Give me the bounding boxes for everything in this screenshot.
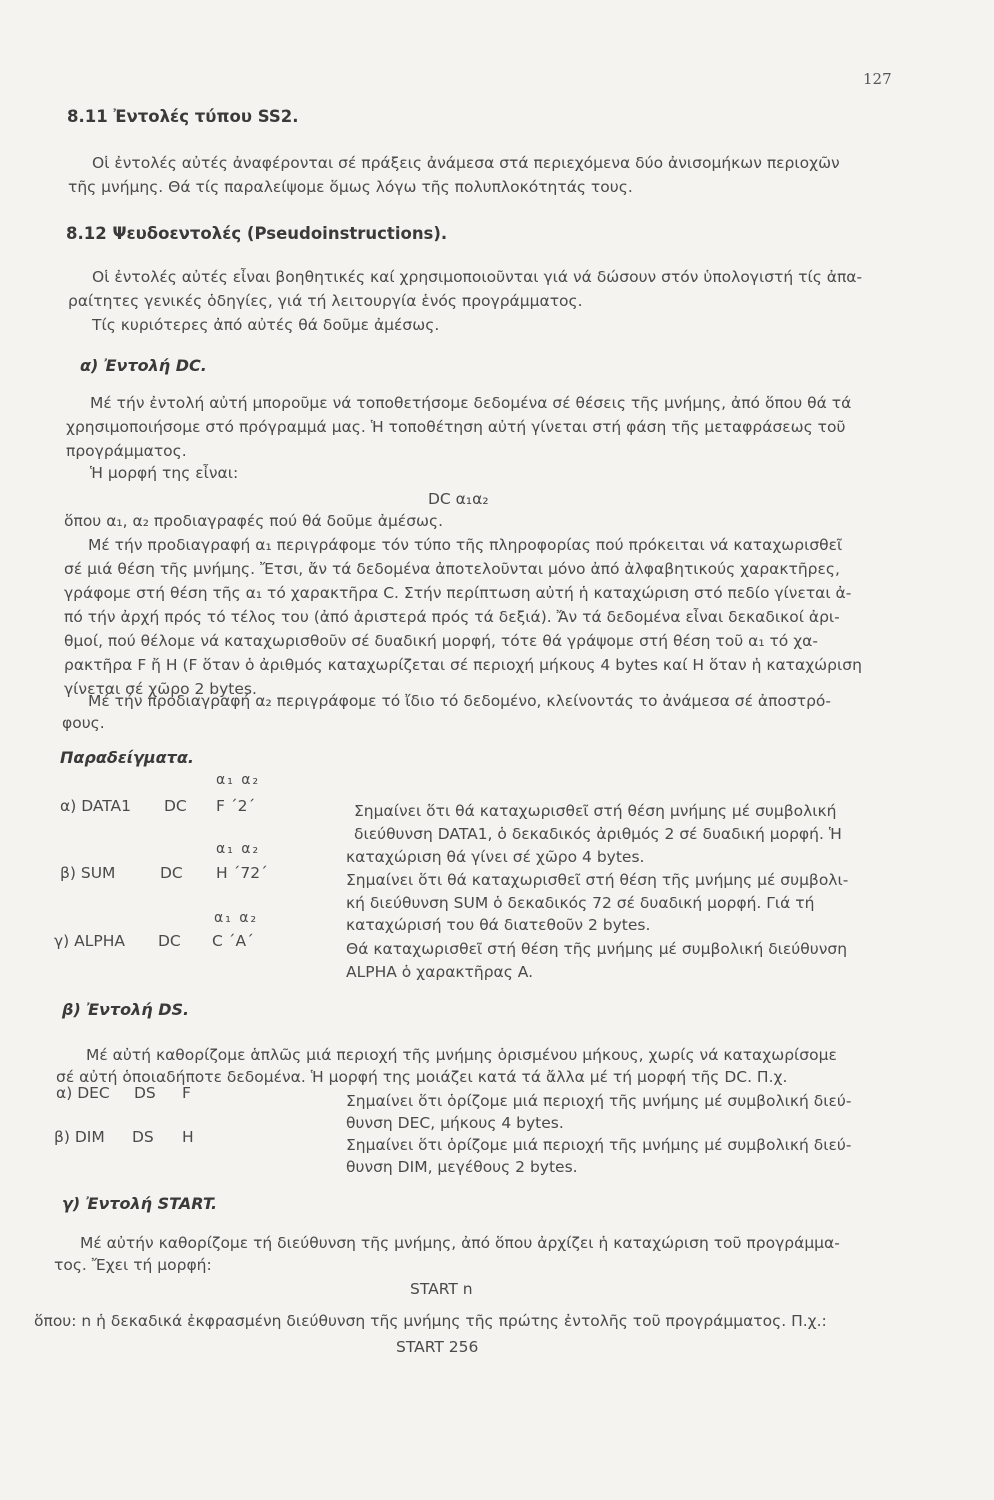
- text-line: γράφομε στή θέση τῆς α₁ τό χαρακτῆρα C. Στήν περίπτωση αὐτή ἡ καταχώριση στό πεδίο γίνεται ἀ-: [64, 584, 852, 602]
- text-line: προγράμματος.: [66, 442, 187, 460]
- text-line: ὅπου: n ἡ δεκαδικά ἐκφρασμένη διεύθυνση τῆς μνήμης τῆς πρώτης ἐντολῆς τοῦ προγράμματος. Π.χ.:: [34, 1312, 827, 1330]
- start-format: START n: [410, 1280, 473, 1298]
- text-line: Μέ τήν προδιαγραφή α₂ περιγράφομε τό ἴδιο τό δεδομένο, κλείνοντάς το ἀνάμεσα σέ ἀποστρό-: [88, 692, 831, 710]
- example-desc-line: θυνση DEC, μήκους 4 bytes.: [346, 1114, 564, 1132]
- ds-heading: β) Ἐντολή DS.: [62, 1000, 190, 1019]
- text-line: ὅπου α₁, α₂ προδιαγραφές πού θά δοῦμε ἀμέσως.: [64, 512, 444, 530]
- example-desc-line: Σημαίνει ὅτι ὁρίζομε μιά περιοχή τῆς μνήμης μέ συμβολική διεύ-: [346, 1092, 852, 1110]
- example-label: α) DEC: [56, 1084, 110, 1102]
- text-line: γίνεται σέ χῶρο 2 bytes.: [64, 680, 257, 698]
- example-label: γ) ALPHA: [54, 932, 125, 950]
- text-line: Οἱ ἐντολές αὐτές εἶναι βοηθητικές καί χρησιμοποιοῦνται γιά νά δώσουν στόν ὑπολογιστή τίς ἀπα-: [92, 268, 863, 286]
- example-op: DS: [134, 1084, 156, 1102]
- text-line: Μέ αὐτή καθορίζομε ἁπλῶς μιά περιοχή τῆς μνήμης ὁρισμένου μήκους, χωρίς νά καταχωρίσομε: [86, 1046, 837, 1064]
- section-8-11-heading: 8.11 Ἐντολές τύπου SS2.: [67, 107, 299, 126]
- text-line: πό τήν ἀρχή πρός τό τέλος του (ἀπό ἀριστερά πρός τά δεξιά). Ἄν τά δεδομένα εἶναι δεκαδικοί ἀρι-: [64, 608, 840, 626]
- example-arg: H: [182, 1128, 194, 1146]
- spec-label: α₁ α₂: [216, 772, 261, 788]
- text-line: Μέ τήν ἐντολή αὐτή μποροῦμε νά τοποθετήσομε δεδομένα σέ θέσεις τῆς μνήμης, ἀπό ὅπου θά τά: [90, 394, 852, 412]
- example-desc-line: κή διεύθυνση SUM ὁ δεκαδικός 72 σέ δυαδική μορφή. Γιά τή: [346, 894, 815, 912]
- example-arg: F ΄2΄: [216, 797, 256, 815]
- text-line: φους.: [62, 714, 105, 732]
- page-number: 127: [863, 70, 892, 88]
- example-desc-line: θυνση DIM, μεγέθους 2 bytes.: [346, 1158, 578, 1176]
- example-desc-line: Σημαίνει ὅτι θά καταχωρισθεῖ στή θέση τῆς μνήμης μέ συμβολι-: [346, 871, 849, 889]
- example-op: DC: [158, 932, 181, 950]
- example-arg: H ΄72΄: [216, 864, 268, 882]
- start-heading: γ) Ἐντολή START.: [62, 1194, 218, 1213]
- example-arg: C ΄A΄: [212, 932, 254, 950]
- text-line: θμοί, πού θέλομε νά καταχωρισθοῦν σέ δυαδική μορφή, τότε θά γράψομε στή θέση τοῦ α₁ τό χα-: [64, 632, 818, 650]
- example-desc-line: Σημαίνει ὅτι θά καταχωρισθεῖ στή θέση μνήμης μέ συμβολική: [354, 802, 837, 820]
- text-line: Οἱ ἐντολές αὐτές ἀναφέρονται σέ πράξεις ἀνάμεσα στά περιεχόμενα δύο ἀνισομήκων περιοχῶν: [92, 154, 840, 172]
- example-op: DC: [160, 864, 183, 882]
- example-op: DS: [132, 1128, 154, 1146]
- example-op: DC: [164, 797, 187, 815]
- start-example: START 256: [396, 1338, 479, 1356]
- spec-label: α₁ α₂: [216, 841, 261, 857]
- text-line: σέ μιά θέση τῆς μνήμης. Ἔτσι, ἄν τά δεδομένα ἀποτελοῦνται μόνο ἀπό ἀλφαβητικούς χαρακτῆρες,: [64, 560, 840, 578]
- example-label: β) DIM: [54, 1128, 105, 1146]
- dc-heading: α) Ἐντολή DC.: [80, 356, 207, 375]
- example-desc-line: καταχώρισή του θά διατεθοῦν 2 bytes.: [346, 916, 651, 934]
- spec-label: α₁ α₂: [214, 910, 259, 926]
- text-line: Τίς κυριότερες ἀπό αὐτές θά δοῦμε ἀμέσως.: [92, 316, 440, 334]
- text-line: σέ αὐτή ὁποιαδήποτε δεδομένα. Ἡ μορφή της μοιάζει κατά τά ἄλλα μέ τή μορφή τῆς DC. Π.χ.: [56, 1068, 788, 1086]
- text-line: τος. Ἔχει τή μορφή:: [54, 1256, 212, 1274]
- text-line: Ἡ μορφή της εἶναι:: [90, 464, 239, 482]
- dc-format: DC α₁α₂: [428, 490, 489, 508]
- example-desc-line: διεύθυνση DATA1, ὁ δεκαδικός ἀριθμός 2 σέ δυαδική μορφή. Ἡ: [354, 825, 842, 843]
- example-label: β) SUM: [60, 864, 116, 882]
- text-line: χρησιμοποιήσομε στό πρόγραμμά μας. Ἡ τοποθέτηση αὐτή γίνεται στή φάση τῆς μεταφράσεως τοῦ: [66, 418, 846, 436]
- text-line: ρακτῆρα F ἤ H (F ὅταν ὁ ἀριθμός καταχωρίζεται σέ περιοχή μήκους 4 bytes καί H ὅταν ἡ καταχώριση: [64, 656, 862, 674]
- text-line: Μέ αὐτήν καθορίζομε τή διεύθυνση τῆς μνήμης, ἀπό ὅπου ἀρχίζει ἡ καταχώριση τοῦ προγράμμα-: [80, 1234, 840, 1252]
- example-desc-line: ALPHA ὁ χαρακτῆρας A.: [346, 963, 534, 981]
- text-line: Μέ τήν προδιαγραφή α₁ περιγράφομε τόν τύπο τῆς πληροφορίας πού πρόκειται νά καταχωρισθεῖ: [88, 536, 843, 554]
- text-line: ραίτητες γενικές ὁδηγίες, γιά τή λειτουργία ἑνός προγράμματος.: [68, 292, 583, 310]
- example-desc-line: Θά καταχωρισθεῖ στή θέση τῆς μνήμης μέ συμβολική διεύθυνση: [346, 940, 848, 958]
- example-arg: F: [182, 1084, 191, 1102]
- text-line: τῆς μνήμης. Θά τίς παραλείψομε ὅμως λόγω τῆς πολυπλοκότητάς τους.: [68, 178, 633, 196]
- example-desc-line: Σημαίνει ὅτι ὁρίζομε μιά περιοχή τῆς μνήμης μέ συμβολική διεύ-: [346, 1136, 852, 1154]
- example-label: α) DATA1: [60, 797, 131, 815]
- examples-heading: Παραδείγματα.: [60, 748, 194, 767]
- section-8-12-heading: 8.12 Ψευδοεντολές (Pseudoinstructions).: [66, 224, 448, 243]
- example-desc-line: καταχώριση θά γίνει σέ χῶρο 4 bytes.: [346, 848, 645, 866]
